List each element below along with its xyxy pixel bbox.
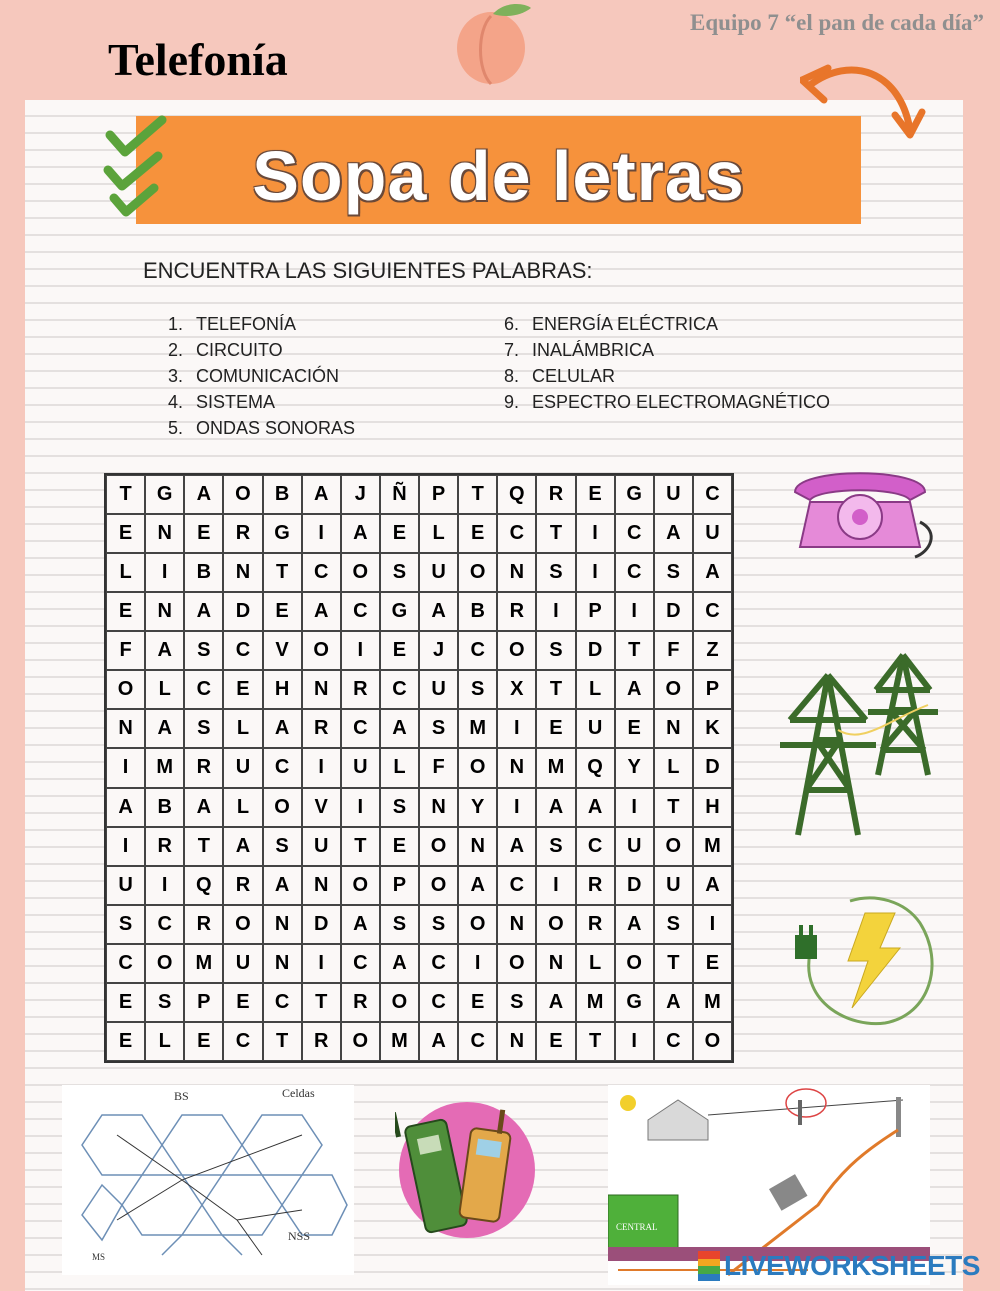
grid-cell[interactable]: I	[536, 592, 575, 631]
grid-cell[interactable]: C	[341, 709, 380, 748]
grid-cell[interactable]: E	[380, 631, 419, 670]
svg-text:Celdas: Celdas	[282, 1086, 315, 1100]
grid-cell[interactable]: E	[184, 1022, 223, 1061]
grid-cell[interactable]: M	[693, 983, 732, 1022]
grid-cell[interactable]: L	[223, 709, 262, 748]
grid-cell[interactable]: C	[263, 748, 302, 787]
grid-cell[interactable]: O	[145, 944, 184, 983]
grid-cell[interactable]: U	[419, 670, 458, 709]
grid-cell[interactable]: R	[341, 670, 380, 709]
grid-cell[interactable]: M	[576, 983, 615, 1022]
grid-cell[interactable]: O	[458, 905, 497, 944]
grid-cell[interactable]: O	[223, 475, 262, 514]
grid-cell[interactable]: R	[145, 827, 184, 866]
grid-cell[interactable]: C	[654, 1022, 693, 1061]
grid-cell[interactable]: L	[654, 748, 693, 787]
grid-cell[interactable]: R	[223, 866, 262, 905]
grid-cell[interactable]: O	[497, 631, 536, 670]
grid-cell[interactable]: M	[536, 748, 575, 787]
grid-cell[interactable]: O	[341, 1022, 380, 1061]
grid-cell[interactable]: A	[145, 631, 184, 670]
banner-title: Sopa de letras	[252, 137, 745, 215]
grid-cell[interactable]: N	[458, 827, 497, 866]
grid-cell[interactable]: C	[458, 1022, 497, 1061]
grid-cell[interactable]: C	[576, 827, 615, 866]
word-list-left	[168, 311, 355, 441]
grid-cell[interactable]: B	[263, 475, 302, 514]
grid-cell[interactable]: I	[497, 788, 536, 827]
grid-cell[interactable]: O	[341, 553, 380, 592]
grid-cell[interactable]: S	[380, 788, 419, 827]
telephone-icon	[790, 462, 940, 562]
grid-cell[interactable]: N	[497, 1022, 536, 1061]
grid-cell[interactable]: P	[576, 592, 615, 631]
instructions: ENCUENTRA LAS SIGUIENTES PALABRAS:	[143, 258, 593, 283]
grid-cell[interactable]: M	[145, 748, 184, 787]
grid-cell[interactable]: O	[458, 553, 497, 592]
grid-cell[interactable]: U	[223, 944, 262, 983]
grid-cell[interactable]: C	[263, 983, 302, 1022]
grid-cell[interactable]: S	[419, 905, 458, 944]
grid-cell[interactable]: E	[458, 983, 497, 1022]
grid-cell[interactable]: T	[106, 475, 145, 514]
grid-cell[interactable]: E	[106, 983, 145, 1022]
grid-cell[interactable]: D	[302, 905, 341, 944]
grid-cell[interactable]: O	[380, 983, 419, 1022]
grid-cell[interactable]: A	[341, 514, 380, 553]
grid-cell[interactable]: S	[380, 905, 419, 944]
grid-cell[interactable]: D	[693, 748, 732, 787]
grid-cell[interactable]: N	[145, 514, 184, 553]
grid-cell[interactable]: C	[693, 475, 732, 514]
grid-cell[interactable]: S	[184, 631, 223, 670]
grid-cell[interactable]: B	[458, 592, 497, 631]
grid-cell[interactable]: M	[693, 827, 732, 866]
grid-cell[interactable]: E	[576, 475, 615, 514]
grid-cell[interactable]: I	[615, 592, 654, 631]
grid-cell[interactable]: N	[106, 709, 145, 748]
grid-cell[interactable]: A	[184, 475, 223, 514]
word-item: 2. CIRCUITO	[168, 340, 283, 360]
grid-cell[interactable]: G	[145, 475, 184, 514]
grid-cell[interactable]: T	[458, 475, 497, 514]
grid-cell[interactable]: T	[654, 944, 693, 983]
grid-cell[interactable]: O	[615, 944, 654, 983]
grid-cell[interactable]: Ñ	[380, 475, 419, 514]
grid-cell[interactable]: L	[106, 553, 145, 592]
grid-cell[interactable]: I	[302, 514, 341, 553]
grid-cell[interactable]: R	[576, 866, 615, 905]
grid-cell[interactable]: C	[497, 866, 536, 905]
grid-cell[interactable]: E	[106, 1022, 145, 1061]
grid-cell[interactable]: A	[184, 788, 223, 827]
grid-cell[interactable]: T	[615, 631, 654, 670]
grid-cell[interactable]: L	[145, 1022, 184, 1061]
grid-cell[interactable]: E	[380, 514, 419, 553]
grid-cell[interactable]: I	[615, 1022, 654, 1061]
cellular-network-diagram	[62, 1085, 354, 1275]
svg-text:MS: MS	[92, 1252, 106, 1262]
word-item: 6. ENERGÍA ELÉCTRICA	[504, 314, 719, 334]
word-item: 8. CELULAR	[504, 366, 616, 386]
grid-cell[interactable]: H	[693, 788, 732, 827]
grid-cell[interactable]: C	[106, 944, 145, 983]
grid-cell[interactable]: P	[693, 670, 732, 709]
grid-cell[interactable]: N	[497, 748, 536, 787]
grid-cell[interactable]: N	[497, 905, 536, 944]
title-banner	[136, 116, 861, 224]
grid-cell[interactable]: O	[106, 670, 145, 709]
grid-cell[interactable]: E	[184, 514, 223, 553]
svg-text:BS: BS	[174, 1089, 189, 1103]
grid-cell[interactable]: T	[263, 553, 302, 592]
grid-cell[interactable]: S	[654, 905, 693, 944]
grid-cell[interactable]: I	[145, 553, 184, 592]
grid-cell[interactable]: L	[380, 748, 419, 787]
grid-cell[interactable]: I	[536, 866, 575, 905]
grid-cell[interactable]: C	[184, 670, 223, 709]
grid-cell[interactable]: L	[576, 944, 615, 983]
grid-cell[interactable]: U	[302, 827, 341, 866]
word-item: 7. INALÁMBRICA	[504, 340, 655, 360]
grid-cell[interactable]: R	[223, 514, 262, 553]
grid-cell[interactable]: A	[536, 983, 575, 1022]
grid-cell[interactable]: A	[419, 1022, 458, 1061]
grid-cell[interactable]: D	[576, 631, 615, 670]
grid-cell[interactable]: L	[576, 670, 615, 709]
grid-cell[interactable]: E	[223, 983, 262, 1022]
grid-cell[interactable]: O	[419, 866, 458, 905]
grid-cell[interactable]: A	[341, 905, 380, 944]
grid-cell[interactable]: G	[380, 592, 419, 631]
grid-cell[interactable]: T	[302, 983, 341, 1022]
grid-cell[interactable]: O	[654, 827, 693, 866]
grid-cell[interactable]: A	[106, 788, 145, 827]
mobile-phones-icon	[395, 1100, 540, 1240]
grid-cell[interactable]: O	[263, 788, 302, 827]
grid-cell[interactable]: N	[419, 788, 458, 827]
grid-cell[interactable]: S	[380, 553, 419, 592]
grid-cell[interactable]: D	[654, 592, 693, 631]
grid-cell[interactable]: O	[458, 748, 497, 787]
grid-cell[interactable]: V	[302, 788, 341, 827]
grid-cell[interactable]: S	[654, 553, 693, 592]
grid-cell[interactable]: N	[263, 944, 302, 983]
word-item: 4. SISTEMA	[168, 392, 276, 412]
grid-cell[interactable]: A	[458, 866, 497, 905]
word-list-right	[504, 311, 830, 415]
grid-cell[interactable]: A	[693, 866, 732, 905]
grid-cell[interactable]: C	[615, 553, 654, 592]
grid-cell[interactable]: S	[263, 827, 302, 866]
grid-cell[interactable]: E	[536, 709, 575, 748]
grid-cell[interactable]: C	[615, 514, 654, 553]
plug-lightning-icon	[790, 893, 940, 1033]
grid-cell[interactable]: U	[223, 748, 262, 787]
grid-cell[interactable]: A	[693, 553, 732, 592]
grid-cell[interactable]: V	[263, 631, 302, 670]
grid-cell[interactable]: I	[615, 788, 654, 827]
grid-cell[interactable]: N	[654, 709, 693, 748]
grid-cell[interactable]: U	[106, 866, 145, 905]
grid-cell[interactable]: I	[576, 553, 615, 592]
svg-text:CENTRAL: CENTRAL	[616, 1222, 658, 1232]
grid-cell[interactable]: Q	[184, 866, 223, 905]
grid-cell[interactable]: E	[263, 592, 302, 631]
grid-cell[interactable]: P	[419, 475, 458, 514]
grid-cell[interactable]: C	[145, 905, 184, 944]
grid-cell[interactable]: L	[223, 788, 262, 827]
grid-cell[interactable]: S	[536, 631, 575, 670]
grid-cell[interactable]: D	[615, 866, 654, 905]
grid-cell[interactable]: R	[576, 905, 615, 944]
grid-cell[interactable]: N	[145, 592, 184, 631]
word-search-grid[interactable]	[104, 473, 734, 1063]
grid-cell[interactable]: A	[419, 592, 458, 631]
power-tower-icon	[778, 650, 948, 845]
grid-cell[interactable]: C	[302, 553, 341, 592]
grid-cell[interactable]: I	[693, 905, 732, 944]
grid-cell[interactable]: I	[497, 709, 536, 748]
grid-cell[interactable]: I	[302, 748, 341, 787]
grid-cell[interactable]: A	[263, 709, 302, 748]
team-label: Equipo 7 “el pan de cada día”	[690, 10, 984, 35]
grid-cell[interactable]: G	[615, 983, 654, 1022]
grid-cell[interactable]: S	[419, 709, 458, 748]
grid-cell[interactable]: A	[302, 592, 341, 631]
grid-cell[interactable]: R	[184, 905, 223, 944]
peach-icon	[447, 0, 537, 90]
grid-cell[interactable]: N	[223, 553, 262, 592]
grid-cell[interactable]: O	[419, 827, 458, 866]
grid-cell[interactable]: A	[615, 905, 654, 944]
grid-cell[interactable]: I	[458, 944, 497, 983]
grid-cell[interactable]: F	[419, 748, 458, 787]
svg-text:NSS: NSS	[288, 1229, 311, 1243]
grid-cell[interactable]: I	[302, 944, 341, 983]
grid-cell[interactable]: U	[341, 748, 380, 787]
grid-cell[interactable]: C	[341, 944, 380, 983]
grid-cell[interactable]: T	[536, 670, 575, 709]
grid-cell[interactable]: T	[654, 788, 693, 827]
grid-cell[interactable]: F	[654, 631, 693, 670]
grid-cell[interactable]: H	[263, 670, 302, 709]
grid-cell[interactable]: U	[615, 827, 654, 866]
grid-cell[interactable]: N	[263, 905, 302, 944]
grid-cell[interactable]: O	[341, 866, 380, 905]
grid-cell[interactable]: T	[341, 827, 380, 866]
grid-cell[interactable]: Y	[458, 788, 497, 827]
grid-cell[interactable]: N	[536, 944, 575, 983]
grid-cell[interactable]: E	[536, 1022, 575, 1061]
grid-cell[interactable]: M	[380, 1022, 419, 1061]
word-item: 9. ESPECTRO ELECTROMAGNÉTICO	[504, 392, 831, 412]
grid-cell[interactable]: E	[380, 827, 419, 866]
grid-cell[interactable]: C	[419, 983, 458, 1022]
grid-cell[interactable]: O	[693, 1022, 732, 1061]
grid-cell[interactable]: T	[576, 1022, 615, 1061]
grid-cell[interactable]: G	[263, 514, 302, 553]
grid-cell[interactable]: B	[184, 553, 223, 592]
grid-cell[interactable]: E	[223, 670, 262, 709]
grid-cell[interactable]: A	[223, 827, 262, 866]
grid-cell[interactable]: Q	[576, 748, 615, 787]
grid-cell[interactable]: A	[615, 670, 654, 709]
grid-cell[interactable]: P	[184, 983, 223, 1022]
grid-cell[interactable]: R	[497, 592, 536, 631]
grid-cell[interactable]: S	[458, 670, 497, 709]
grid-cell[interactable]: Q	[497, 475, 536, 514]
grid-cell[interactable]: A	[263, 866, 302, 905]
grid-cell[interactable]: S	[497, 983, 536, 1022]
grid-cell[interactable]: A	[380, 944, 419, 983]
grid-cell[interactable]: E	[458, 514, 497, 553]
grid-cell[interactable]: O	[654, 670, 693, 709]
grid-cell[interactable]: O	[302, 631, 341, 670]
grid-cell[interactable]: I	[145, 866, 184, 905]
grid-cell[interactable]: C	[223, 1022, 262, 1061]
grid-cell[interactable]: C	[458, 631, 497, 670]
grid-cell[interactable]: T	[536, 514, 575, 553]
grid-cell[interactable]: A	[145, 709, 184, 748]
grid-cell[interactable]: C	[497, 514, 536, 553]
grid-cell[interactable]: R	[302, 709, 341, 748]
grid-cell[interactable]: F	[106, 631, 145, 670]
grid-cell[interactable]: B	[145, 788, 184, 827]
grid-cell[interactable]: U	[654, 475, 693, 514]
grid-cell[interactable]: A	[497, 827, 536, 866]
grid-cell[interactable]: T	[263, 1022, 302, 1061]
grid-cell[interactable]: O	[536, 905, 575, 944]
grid-cell[interactable]: R	[341, 983, 380, 1022]
grid-cell[interactable]: C	[380, 670, 419, 709]
grid-cell[interactable]: U	[654, 866, 693, 905]
grid-cell[interactable]: Y	[615, 748, 654, 787]
grid-cell[interactable]: I	[576, 514, 615, 553]
grid-cell[interactable]: U	[693, 514, 732, 553]
grid-cell[interactable]: E	[693, 944, 732, 983]
grid-cell[interactable]: N	[302, 866, 341, 905]
grid-cell[interactable]: I	[341, 788, 380, 827]
page-title: Telefonía	[108, 34, 288, 85]
grid-cell[interactable]: A	[184, 592, 223, 631]
grid-cell[interactable]: M	[458, 709, 497, 748]
grid-cell[interactable]: A	[536, 788, 575, 827]
checkmarks-icon	[100, 110, 170, 220]
grid-cell[interactable]: C	[693, 592, 732, 631]
grid-cell[interactable]: A	[380, 709, 419, 748]
grid-cell[interactable]: K	[693, 709, 732, 748]
grid-cell[interactable]: A	[654, 983, 693, 1022]
grid-cell[interactable]: A	[302, 475, 341, 514]
grid-cell[interactable]: O	[223, 905, 262, 944]
grid-cell[interactable]: S	[184, 709, 223, 748]
grid-cell[interactable]: U	[419, 553, 458, 592]
grid-cell[interactable]: S	[536, 553, 575, 592]
grid-cell[interactable]: R	[536, 475, 575, 514]
liveworksheets-logo-icon	[698, 1251, 720, 1281]
grid-cell[interactable]: E	[106, 514, 145, 553]
word-item: 5. ONDAS SONORAS	[168, 418, 356, 438]
grid-cell[interactable]: L	[145, 670, 184, 709]
grid-cell[interactable]: C	[223, 631, 262, 670]
grid-cell[interactable]: S	[536, 827, 575, 866]
grid-cell[interactable]: Z	[693, 631, 732, 670]
grid-cell[interactable]: U	[576, 709, 615, 748]
grid-cell[interactable]: I	[341, 631, 380, 670]
grid-cell[interactable]: T	[184, 827, 223, 866]
grid-cell[interactable]: M	[184, 944, 223, 983]
grid-cell[interactable]: J	[419, 631, 458, 670]
grid-cell[interactable]: C	[419, 944, 458, 983]
grid-cell[interactable]: L	[419, 514, 458, 553]
grid-cell[interactable]: E	[106, 592, 145, 631]
grid-cell[interactable]: A	[654, 514, 693, 553]
word-item: 3. COMUNICACIÓN	[168, 366, 339, 386]
grid-cell[interactable]: C	[341, 592, 380, 631]
grid-cell[interactable]: S	[145, 983, 184, 1022]
grid-cell[interactable]: N	[302, 670, 341, 709]
grid-cell[interactable]: P	[380, 866, 419, 905]
word-item: 1. TELEFONÍA	[168, 314, 297, 334]
grid-cell[interactable]: I	[106, 827, 145, 866]
grid-cell[interactable]: G	[615, 475, 654, 514]
grid-cell[interactable]: J	[341, 475, 380, 514]
grid-cell[interactable]: I	[106, 748, 145, 787]
liveworksheets-watermark: LIVEWORKSHEETS	[698, 1250, 980, 1282]
grid-cell[interactable]: S	[106, 905, 145, 944]
grid-cell[interactable]: X	[497, 670, 536, 709]
grid-cell[interactable]: R	[302, 1022, 341, 1061]
grid-cell[interactable]: R	[184, 748, 223, 787]
grid-cell[interactable]: E	[615, 709, 654, 748]
grid-cell[interactable]: O	[497, 944, 536, 983]
grid-cell[interactable]: A	[576, 788, 615, 827]
grid-cell[interactable]: N	[497, 553, 536, 592]
grid-cell[interactable]: D	[223, 592, 262, 631]
